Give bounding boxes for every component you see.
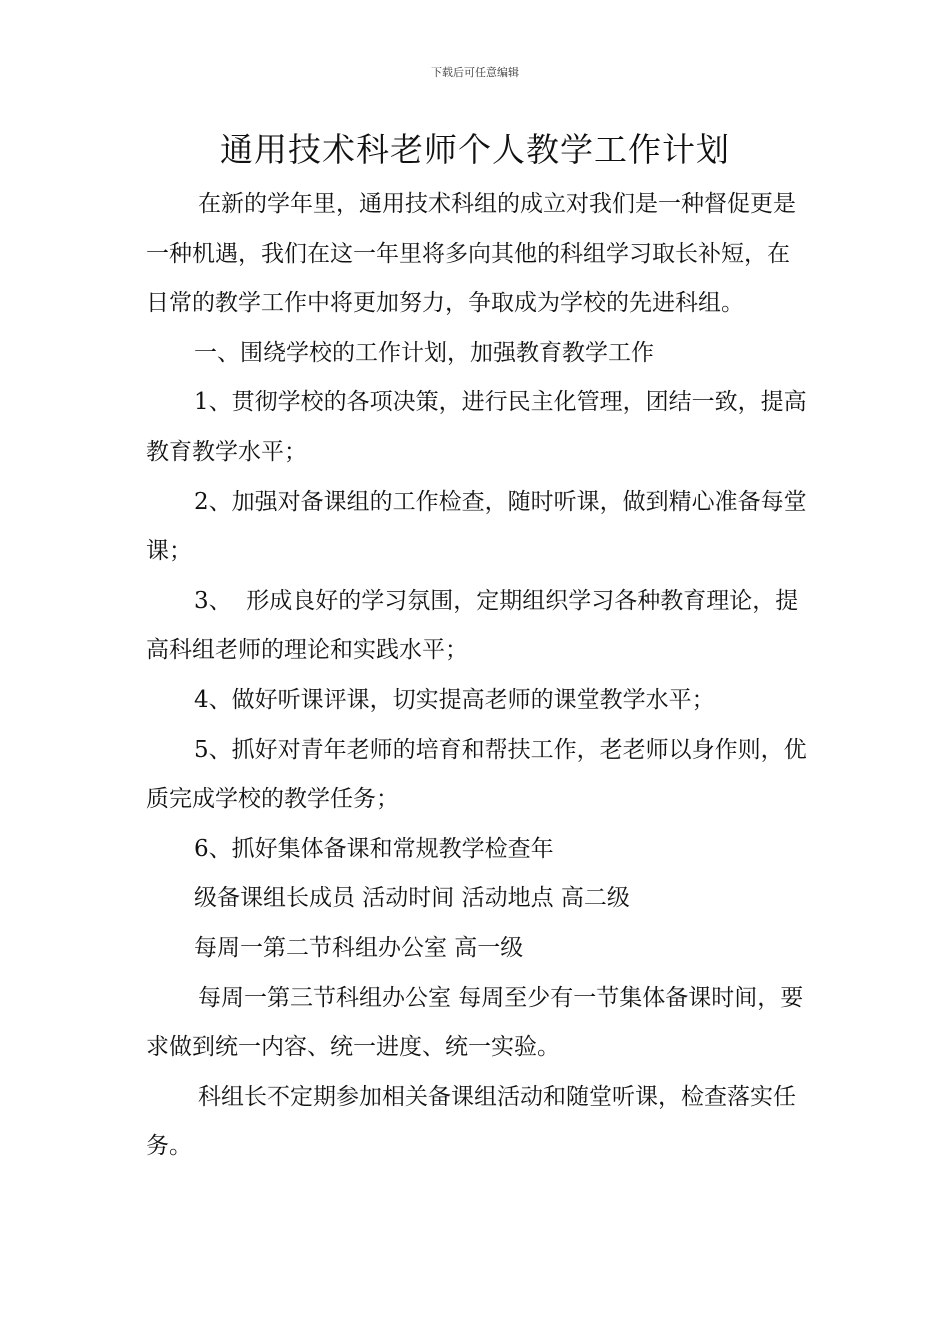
document-body — [146, 180, 808, 1172]
document-title: 通用技术科老师个人教学工作计划 — [220, 130, 730, 169]
list-item-4: 4、做好听课评课，切实提高老师的课堂教学水平； — [194, 686, 715, 713]
closing-paragraph: 科组长不定期参加相关备课组活动和随堂听课，检查落实任务。 — [146, 1083, 796, 1160]
list-item-2: 2、加强对备课组的工作检查，随时听课，做到精心准备每堂课； — [146, 488, 807, 565]
list-item-6: 6、抓好集体备课和常规教学检查年 — [194, 835, 554, 862]
intro-paragraph: 在新的学年里，通用技术科组的成立对我们是一种督促更是一种机遇，我们在这一年里将多向其他的科组学习取长补短，在日常的教学工作中将更加努力，争取成为学校的先进科组。 — [146, 191, 796, 317]
list-item-3: 3、 形成良好的学习氛围，定期组织学习各种教育理论，提高科组老师的理论和实践水平； — [146, 587, 799, 664]
schedule-line-1: 级备课组长成员 活动时间 活动地点 高二级 — [194, 885, 630, 912]
list-item-1: 1、贯彻学校的各项决策，进行民主化管理，团结一致，提高教育教学水平； — [146, 389, 807, 465]
section-heading-1: 一、围绕学校的工作计划，加强教育教学工作 — [194, 339, 654, 366]
schedule-line-2: 每周一第二节科组办公室 高一级 — [194, 934, 524, 961]
page-header-note: 下载后可任意编辑 — [431, 66, 519, 79]
list-item-5: 5、抓好对青年老师的培育和帮扶工作，老老师以身作则，优质完成学校的教学任务； — [146, 736, 807, 813]
schedule-line-3: 每周一第三节科组办公室 每周至少有一节集体备课时间，要求做到统一内容、统一进度、统一实验。 — [146, 984, 804, 1061]
